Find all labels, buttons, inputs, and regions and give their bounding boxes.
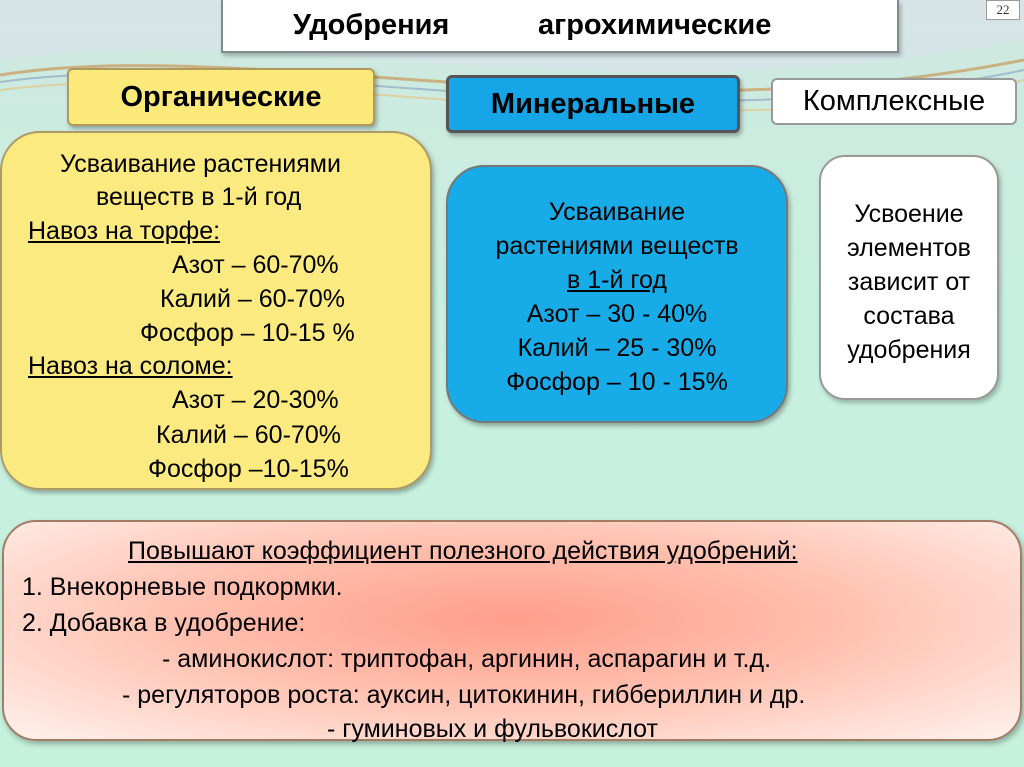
straw-nitrogen: Азот – 20-30% xyxy=(172,386,339,414)
slide-title xyxy=(221,0,899,53)
efficiency-heading: Повышают коэффициент полезного действия удобрений: xyxy=(128,537,798,565)
mineral-panel xyxy=(446,165,788,423)
mineral-header: Минеральные xyxy=(446,75,740,133)
peat-manure-title: Навоз на торфе: xyxy=(28,217,221,245)
additive-humic-acids: - гуминовых и фульвокислот xyxy=(327,715,658,743)
title-word-2: агрохимические xyxy=(538,9,772,41)
complex-line-1: Усвоение xyxy=(854,200,964,228)
mineral-potassium: Калий – 25 - 30% xyxy=(517,334,717,362)
straw-potassium: Калий – 60-70% xyxy=(156,421,341,449)
efficiency-panel xyxy=(2,520,1022,741)
mineral-line-1: Усваивание xyxy=(548,198,686,226)
complex-line-2: элементов xyxy=(847,234,971,262)
peat-phosphorus: Фосфор – 10-15 % xyxy=(140,319,355,347)
organic-intro-line-2: веществ в 1-й год xyxy=(96,183,302,211)
efficiency-item-1: 1. Внекорневые подкормки. xyxy=(22,573,343,601)
organic-intro-line-1: Усваивание растениями xyxy=(60,150,341,178)
organic-panel xyxy=(0,131,432,490)
additive-amino-acids: - аминокислот: триптофан, аргинин, аспарагин и т.д. xyxy=(162,645,772,673)
mineral-line-2: растениями веществ xyxy=(495,232,739,260)
complex-line-3: зависит от xyxy=(847,268,971,296)
efficiency-item-2: 2. Добавка в удобрение: xyxy=(22,609,306,637)
mineral-nitrogen: Азот – 30 - 40% xyxy=(526,300,708,328)
peat-potassium: Калий – 60-70% xyxy=(160,285,345,313)
mineral-phosphorus: Фосфор – 10 - 15% xyxy=(506,368,728,396)
straw-phosphorus: Фосфор –10-15% xyxy=(148,455,349,483)
title-word-1: Удобрения xyxy=(293,9,450,41)
peat-nitrogen: Азот – 60-70% xyxy=(172,251,339,279)
complex-panel xyxy=(819,155,999,400)
mineral-line-3: в 1-й год xyxy=(567,266,667,294)
complex-line-5: удобрения xyxy=(847,336,971,364)
complex-line-4: состава xyxy=(863,302,955,330)
additive-growth-regulators: - регуляторов роста: ауксин, цитокинин, гиббериллин и др. xyxy=(122,681,806,709)
organic-header: Органические xyxy=(67,68,375,126)
straw-manure-title: Навоз на соломе: xyxy=(28,352,233,380)
page-number: 22 xyxy=(986,0,1020,20)
complex-header: Комплексные xyxy=(771,78,1017,125)
